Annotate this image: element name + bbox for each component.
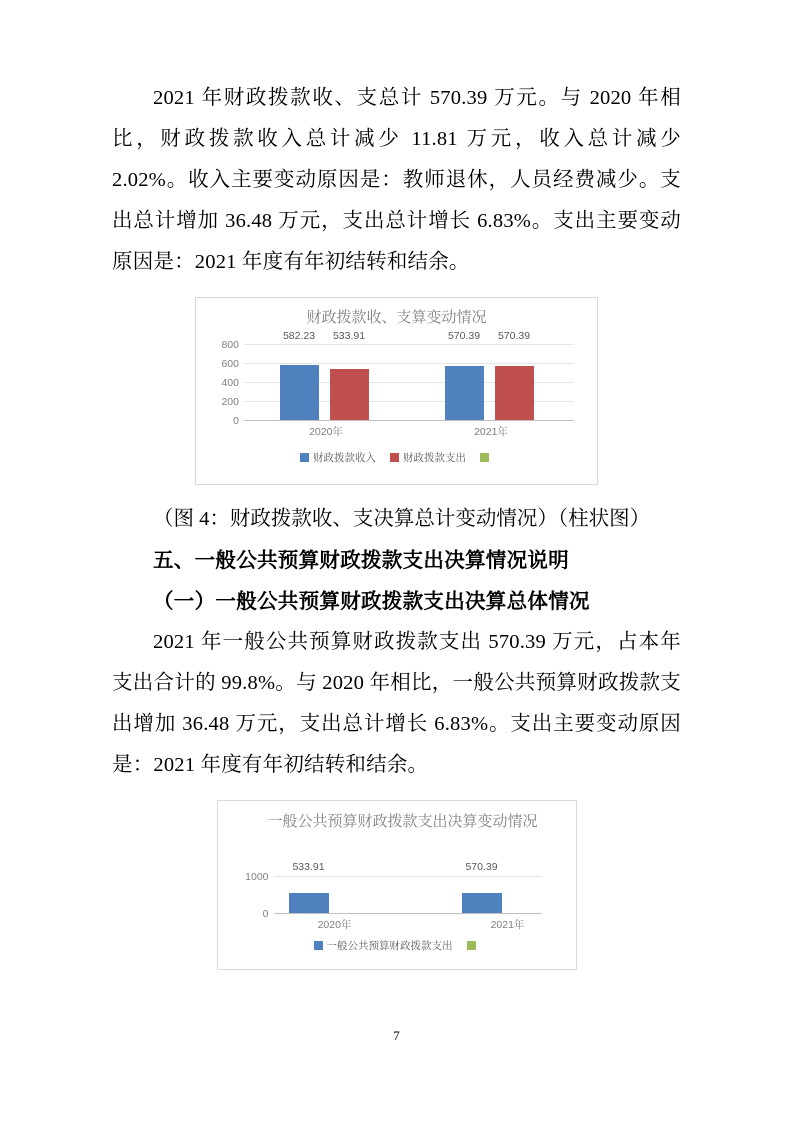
bar-label: 533.91 [292, 861, 325, 873]
legend-item-expense [390, 450, 466, 465]
bar-2020-expense [330, 369, 369, 420]
gridline [221, 339, 574, 351]
chart-1-plot [221, 330, 574, 438]
bar-2021-expense [495, 366, 534, 420]
x-axis-tick: 2020年 [317, 919, 352, 931]
bar-label: 570.39 [465, 861, 498, 873]
bar-2020-general-expense [289, 893, 329, 913]
legend-label: 财政拨款收入 [313, 452, 376, 464]
bar-2020-income [280, 365, 319, 420]
x-axis [233, 415, 574, 427]
y-axis-tick: 600 [221, 358, 239, 370]
y-axis-tick: 0 [233, 415, 239, 427]
paragraph-general-budget: 2021 年一般公共预算财政拨款支出 570.39 万元，占本年支出合计的 99.8%。与 2020 年相比，一般公共预算财政拨款支出增加 36.48 万元，支出总计增长 6.83%。支出主要变动原因是：2021 年度有年初结转和结余。 [112, 631, 681, 776]
legend-item-income [300, 450, 376, 465]
legend-item-general-expense [314, 938, 453, 953]
legend-swatch-green [480, 453, 489, 462]
chart-general-budget [217, 800, 577, 970]
x-axis [262, 908, 542, 920]
legend-label: 财政拨款支出 [403, 452, 466, 464]
gridline [221, 358, 574, 370]
bar-label: 570.39 [447, 330, 481, 342]
bar-2021-general-expense [462, 893, 502, 913]
y-axis-tick: 400 [221, 377, 239, 389]
x-axis-tick: 2020年 [309, 426, 343, 438]
section-heading-5: 五、一般公共预算财政拨款支出决算情况说明 [153, 549, 569, 572]
chart-2-title: 一般公共预算财政拨款支出决算变动情况 [267, 813, 538, 830]
figure-4-caption: （图 4：财政拨款收、支决算总计变动情况）（柱状图） [153, 508, 651, 530]
chart-1-title: 财政拨款收、支算变动情况 [306, 309, 487, 326]
legend-label: 一般公共预算财政拨款支出 [326, 940, 453, 952]
x-axis-tick: 2021年 [490, 919, 525, 931]
y-axis-tick: 0 [262, 908, 269, 920]
bar-label: 570.39 [497, 330, 531, 342]
bar-2021-income [445, 366, 484, 420]
legend-item-empty [467, 941, 480, 950]
legend-swatch-red [390, 453, 399, 462]
gridline [245, 871, 542, 883]
x-axis-tick: 2021年 [474, 426, 508, 438]
chart-2-legend [218, 938, 576, 953]
y-axis-tick: 1000 [245, 871, 269, 883]
chart-1-legend [196, 450, 597, 465]
legend-swatch-green [467, 941, 476, 950]
legend-swatch-blue [300, 453, 309, 462]
page-number: 7 [393, 1028, 400, 1043]
chart-2-plot [245, 861, 542, 931]
y-axis-tick: 200 [221, 396, 239, 408]
paragraph-financial-summary: 2021 年财政拨款收、支总计 570.39 万元。与 2020 年相比，财政拨款收入总计减少 11.81 万元，收入总计减少 2.02%。收入主要变动原因是：教师退休，人员经费减少。支出总计增加 36.48 万元，支出总计增长 6.83%。支出主要变动原因是：2021 年度有年初结转和结余。 [112, 87, 681, 273]
subsection-heading-5-1: （一）一般公共预算财政拨款支出决算总体情况 [153, 590, 590, 613]
legend-item-empty [480, 453, 493, 462]
bar-label: 582.23 [282, 330, 316, 342]
legend-swatch-blue [314, 941, 323, 950]
y-axis-tick: 800 [221, 339, 239, 351]
bar-label: 533.91 [332, 330, 366, 342]
chart-figure-4 [195, 297, 598, 485]
